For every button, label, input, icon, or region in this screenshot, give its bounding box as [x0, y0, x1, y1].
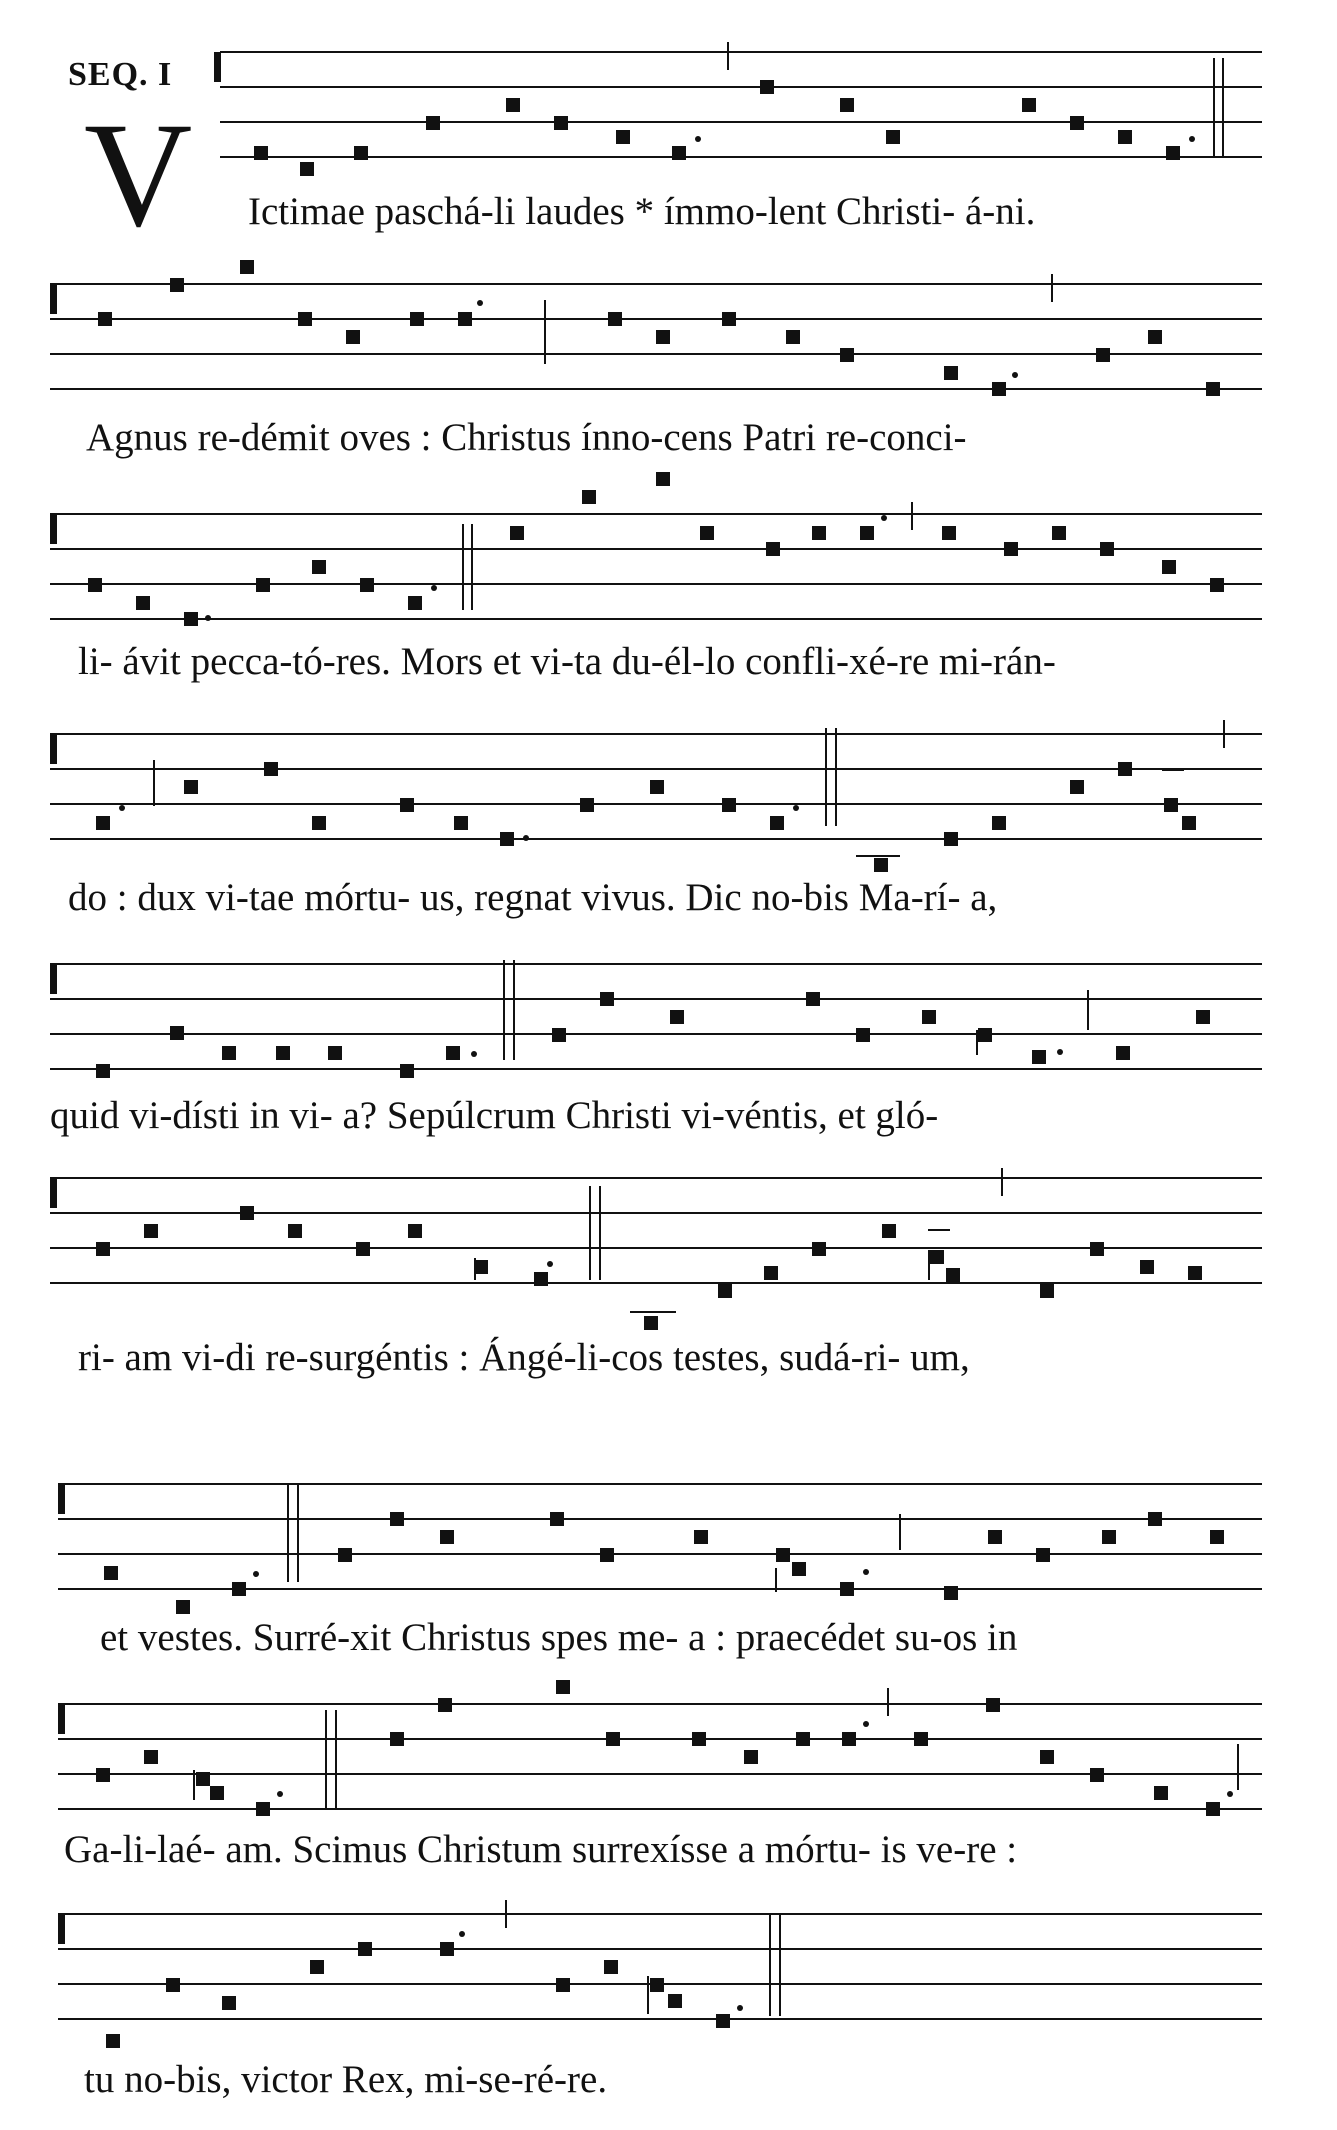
staff-system-8	[0, 1680, 1337, 1880]
staff-system-6	[0, 1160, 1337, 1410]
lyric-line-8: Ga-li-laé- am. Scimus Christum surrexísse a mórtu- is ve-re :	[64, 1828, 1018, 1871]
staff-system-2	[0, 260, 1337, 470]
staff-system-4	[0, 710, 1337, 920]
lyric-line-4: do : dux vi-tae mórtu- us, regnat vivus. Dic no-bis Ma-rí- a,	[68, 876, 998, 919]
initial-letter: V	[84, 92, 193, 258]
staff-system-3	[0, 490, 1337, 700]
lyric-line-1: Ictimae paschá-li laudes * ímmo-lent Christi- á-ni.	[248, 190, 1036, 233]
lyric-line-7: et vestes. Surré-xit Christus spes me- a : praecédet su-os in	[100, 1616, 1018, 1659]
sequence-label: SEQ. I	[68, 56, 173, 93]
staff-system-9	[0, 1890, 1337, 2130]
staff-system-1	[0, 40, 1337, 258]
lyric-line-3: li- ávit pecca-tó-res. Mors et vi-ta du-él-lo confli-xé-re mi-rán-	[78, 640, 1056, 683]
lyric-line-6: ri- am vi-di re-surgéntis : Ángé-li-cos testes, sudá-ri- um,	[78, 1336, 970, 1379]
staff-system-5	[0, 950, 1337, 1150]
lyric-line-5: quid vi-dísti in vi- a? Sepúlcrum Christi vi-véntis, et gló-	[50, 1094, 939, 1137]
lyric-line-9: tu no-bis, victor Rex, mi-se-ré-re.	[84, 2058, 608, 2101]
staff-system-7	[0, 1470, 1337, 1670]
lyric-line-2: Agnus re-démit oves : Christus ínno-cens Patri re-conci-	[86, 416, 967, 459]
